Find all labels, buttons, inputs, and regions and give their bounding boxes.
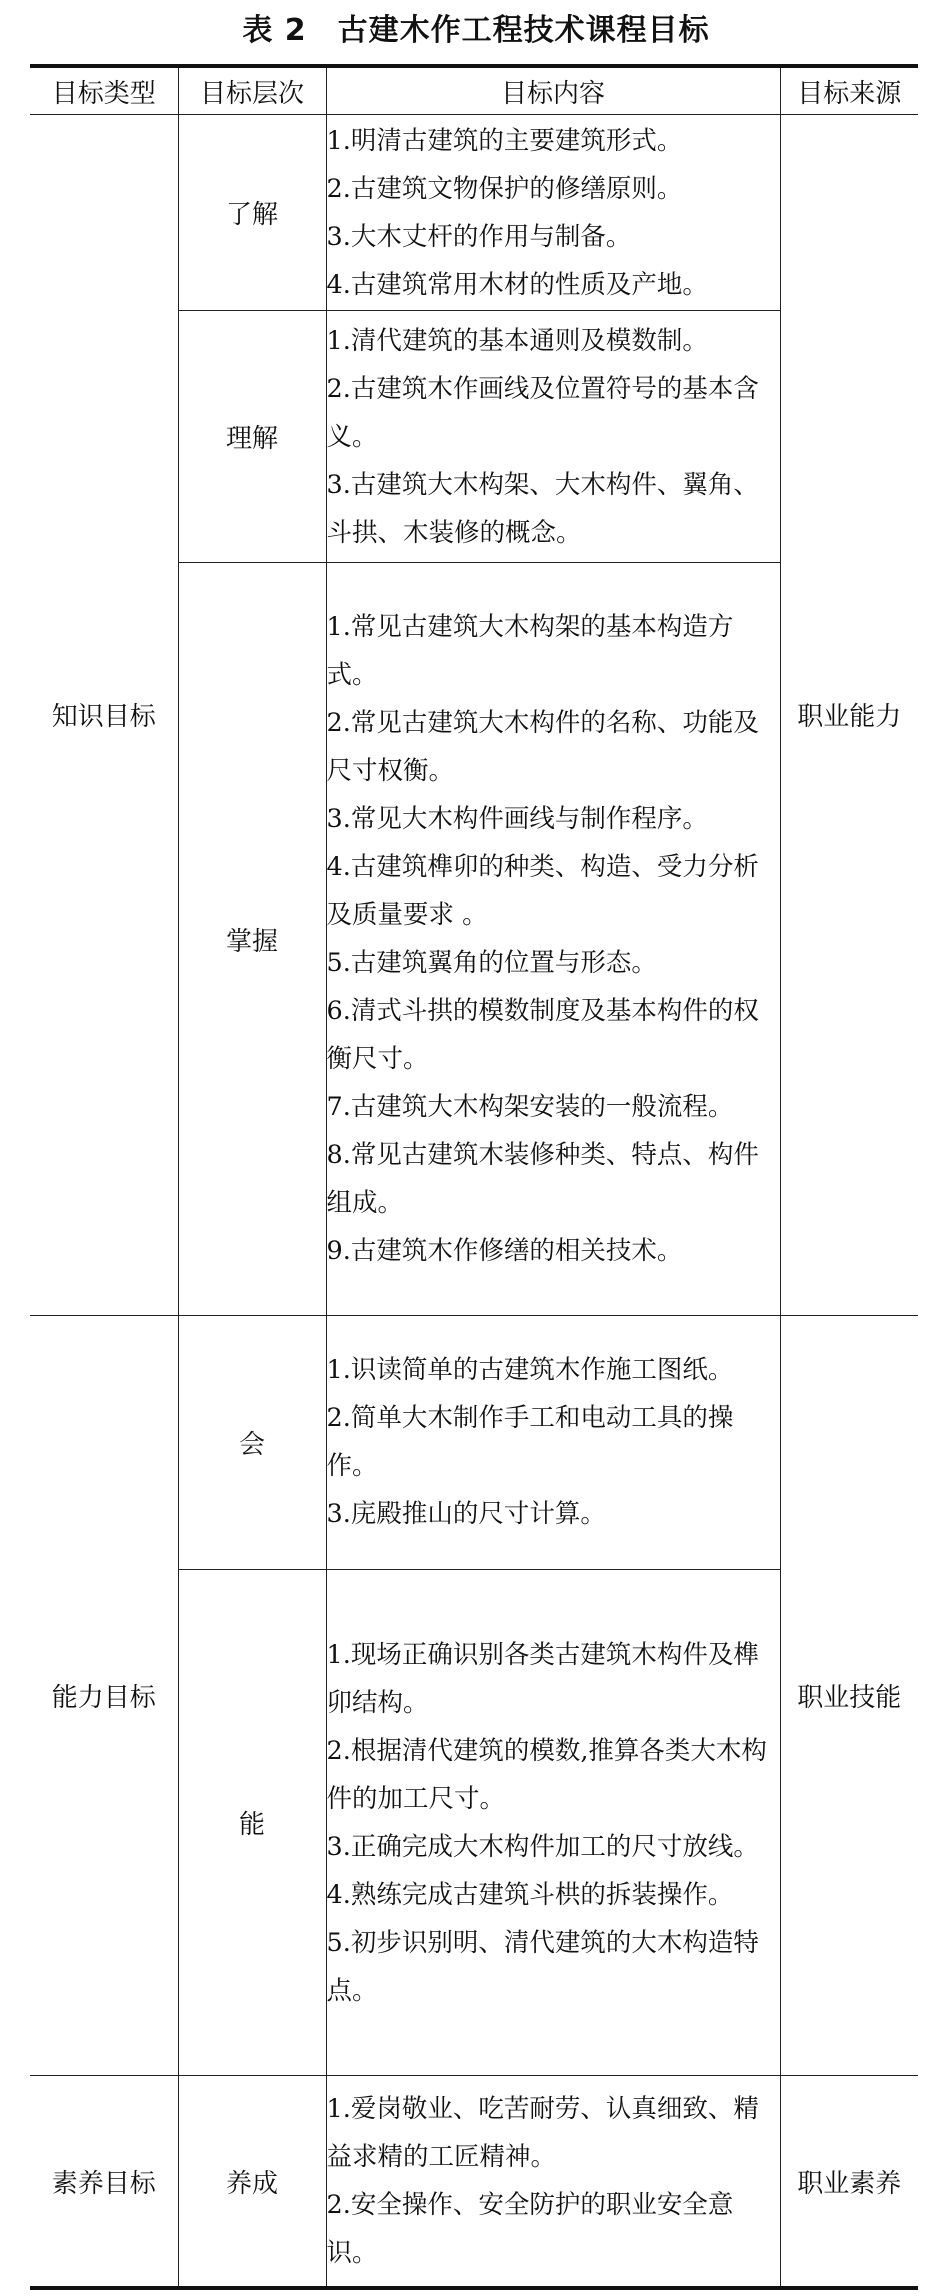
goal-item: 5.古建筑翼角的位置与形态。 — [326, 948, 657, 979]
goal-item: 2.古建筑木作画线及位置符号的基本含义。 — [326, 373, 759, 452]
goal-item: 3.大木丈杆的作用与制备。 — [326, 221, 632, 252]
goal-type-cell: 素养目标 — [30, 2076, 178, 2288]
goal-item: 1.清代建筑的基本通则及模数制。 — [326, 325, 708, 356]
goal-content-cell — [326, 1315, 780, 1569]
goal-item: 1.现场正确识别各类古建筑木构件及榫卯结构。 — [326, 1639, 759, 1718]
goal-level-cell: 会 — [178, 1315, 326, 1569]
header-goal-type: 目标类型 — [30, 66, 178, 115]
goal-item: 8.常见古建筑木装修种类、特点、构件组成。 — [326, 1140, 759, 1219]
goal-level-cell: 理解 — [178, 311, 326, 563]
goal-item: 3.古建筑大木构架、大木构件、翼角、斗拱、木装修的概念。 — [326, 469, 759, 548]
goal-item: 3.正确完成大木构件加工的尺寸放线。 — [326, 1831, 759, 1862]
goal-item: 2.常见古建筑大木构件的名称、功能及尺寸权衡。 — [326, 708, 759, 787]
header-goal-content: 目标内容 — [326, 66, 780, 115]
goal-item: 4.熟练完成古建筑斗栱的拆装操作。 — [326, 1879, 734, 1910]
table-row — [30, 2076, 918, 2288]
goal-content-cell — [326, 115, 780, 311]
table-caption: 表 2 古建木作工程技术课程目标 — [242, 13, 710, 48]
goal-item: 4.古建筑常用木材的性质及产地。 — [326, 269, 708, 300]
goal-content-cell — [326, 2076, 780, 2288]
goal-level-cell: 能 — [178, 1569, 326, 2075]
goal-type-cell: 知识目标 — [30, 115, 178, 1316]
header-goal-level: 目标层次 — [178, 66, 326, 115]
goal-level-cell: 了解 — [178, 115, 326, 311]
goal-item: 2.根据清代建筑的模数,推算各类大木构件的加工尺寸。 — [326, 1735, 767, 1814]
goal-item: 4.古建筑榫卯的种类、构造、受力分析及质量要求 。 — [326, 852, 759, 931]
table-row — [30, 115, 918, 311]
goal-content-cell — [326, 563, 780, 1316]
course-goals-table — [30, 64, 918, 2290]
goal-item: 2.古建筑文物保护的修缮原则。 — [326, 173, 683, 204]
goal-item: 2.简单大木制作手工和电动工具的操作。 — [326, 1403, 734, 1482]
header-row — [30, 66, 918, 115]
table-row — [30, 1315, 918, 1569]
goal-level-cell: 掌握 — [178, 563, 326, 1316]
goal-source-cell: 职业素养 — [780, 2076, 918, 2288]
goal-item: 5.初步识别明、清代建筑的大木构造特点。 — [326, 1927, 759, 2006]
header-goal-source: 目标来源 — [780, 66, 918, 115]
goal-item: 2.安全操作、安全防护的职业安全意识。 — [326, 2190, 734, 2269]
goal-source-cell: 职业技能 — [780, 1315, 918, 2076]
goal-level-cell: 养成 — [178, 2076, 326, 2288]
goal-item: 1.爱岗敬业、吃苦耐劳、认真细致、精益求精的工匠精神。 — [326, 2094, 759, 2173]
goal-type-cell: 能力目标 — [30, 1315, 178, 2076]
goal-source-cell: 职业能力 — [780, 115, 918, 1316]
goal-item: 1.明清古建筑的主要建筑形式。 — [326, 125, 683, 156]
goal-item: 3.庑殿推山的尺寸计算。 — [326, 1499, 606, 1530]
goal-item: 1.常见古建筑大木构架的基本构造方式。 — [326, 612, 734, 691]
goal-item: 6.清式斗拱的模数制度及基本构件的权衡尺寸。 — [326, 996, 759, 1075]
goal-item: 1.识读简单的古建筑木作施工图纸。 — [326, 1355, 734, 1386]
goal-item: 9.古建筑木作修缮的相关技术。 — [326, 1236, 683, 1267]
goal-content-cell — [326, 311, 780, 563]
goal-item: 7.古建筑大木构架安装的一般流程。 — [326, 1092, 734, 1123]
goal-content-cell — [326, 1569, 780, 2075]
goal-item: 3.常见大木构件画线与制作程序。 — [326, 804, 708, 835]
